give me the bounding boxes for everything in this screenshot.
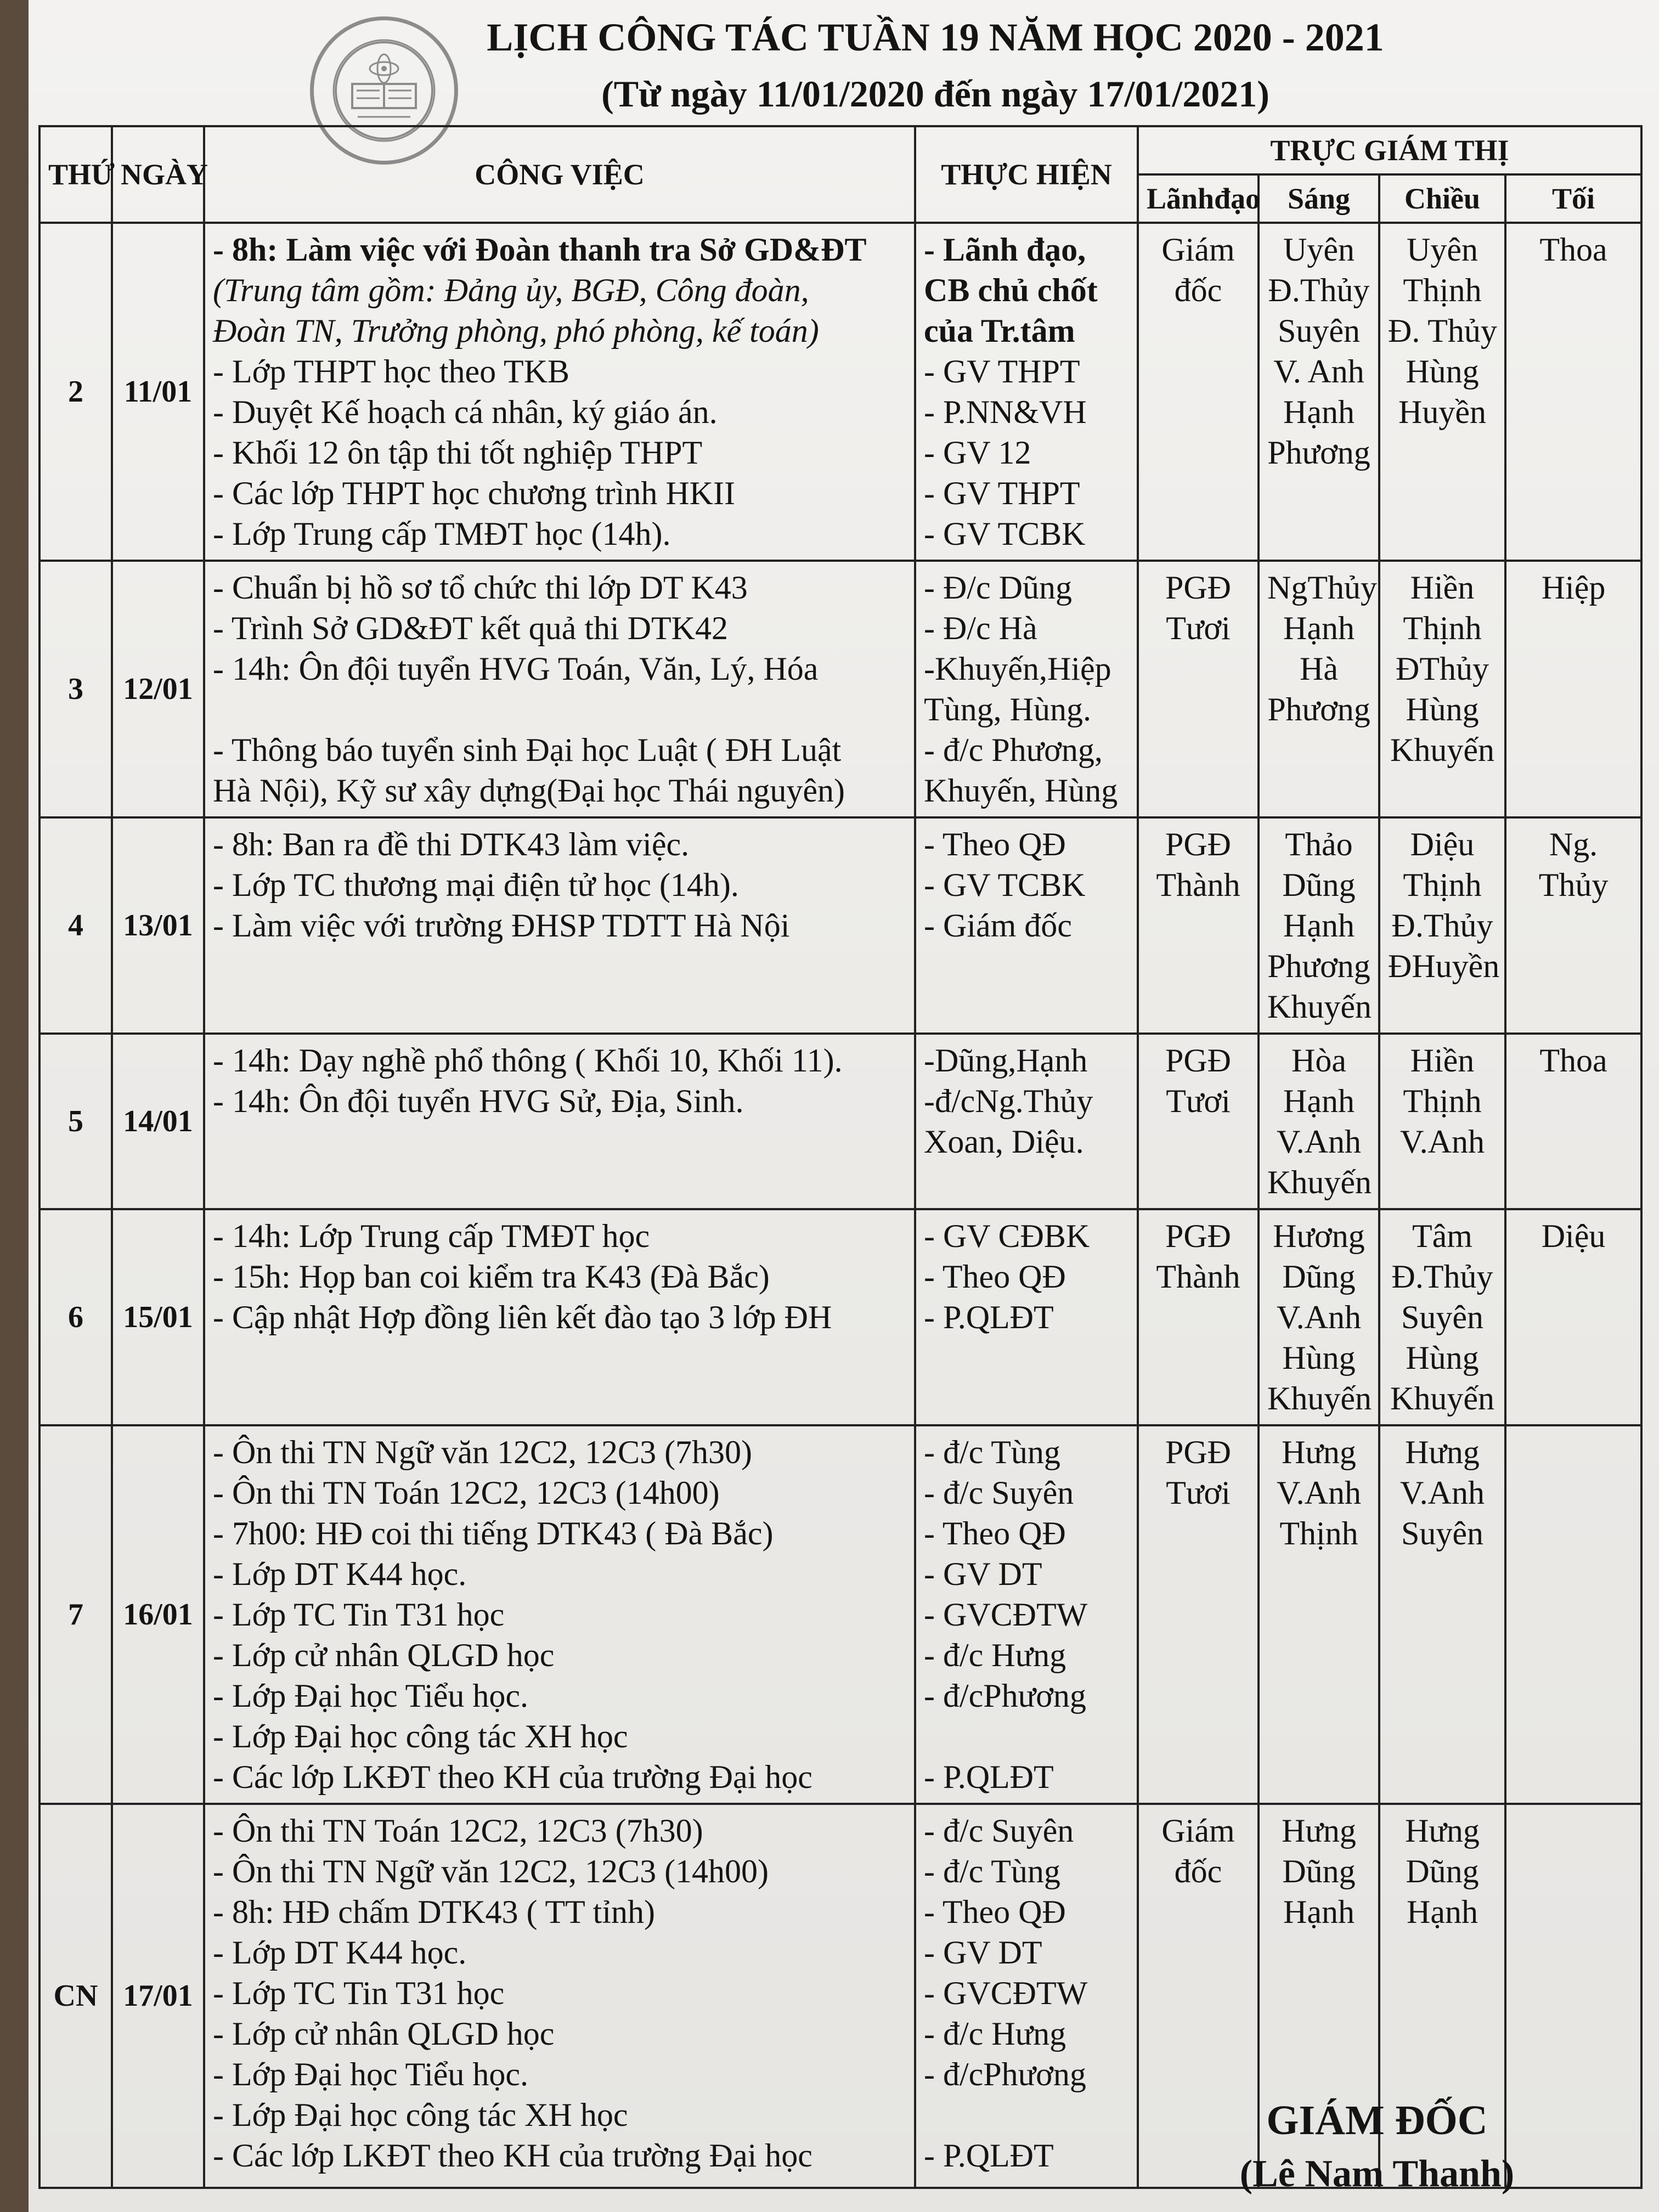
duty-name: Ng.	[1549, 826, 1598, 862]
task-line: - Ôn thi TN Ngữ văn 12C2, 12C3 (7h30)	[213, 1434, 753, 1470]
duty-name: Thịnh	[1403, 272, 1482, 308]
duty-name: Khuyến	[1390, 1380, 1494, 1417]
header-thu: THỨ	[40, 126, 112, 223]
header-row-1	[40, 126, 1641, 174]
table-row	[40, 1425, 1641, 1804]
duty-name: Đ.Thủy	[1391, 907, 1493, 944]
leader-duty-cell	[1138, 1209, 1259, 1425]
task-line: - Chuẩn bị hồ sơ tổ chức thi lớp DT K43	[213, 569, 748, 606]
day-of-week-cell: 3	[40, 561, 112, 817]
duty-name: Tươi	[1166, 610, 1231, 646]
header-chieu: Chiều	[1379, 174, 1505, 223]
duty-name: Dũng	[1406, 1853, 1479, 1889]
task-line: - Lớp Đại học công tác XH học	[213, 2097, 628, 2133]
tasks-cell	[204, 817, 915, 1034]
duty-name: Thịnh	[1279, 1515, 1358, 1551]
executor-line: Khuyến, Hùng	[924, 772, 1118, 809]
executors-cell	[915, 561, 1138, 817]
morning-duty-cell	[1259, 561, 1379, 817]
tasks-cell	[204, 561, 915, 817]
duty-name: Thành	[1156, 867, 1240, 903]
duty-name: Hưng	[1282, 1434, 1356, 1470]
task-line: - Ôn thi TN Toán 12C2, 12C3 (7h30)	[213, 1813, 703, 1849]
table-row	[40, 223, 1641, 561]
executor-line: -Dũng,Hạnh	[924, 1042, 1088, 1079]
task-line: - Ôn thi TN Toán 12C2, 12C3 (14h00)	[213, 1475, 720, 1511]
page-subtitle: (Từ ngày 11/01/2020 đến ngày 17/01/2021)	[601, 73, 1269, 115]
duty-name: Thành	[1156, 1259, 1240, 1295]
afternoon-duty-cell	[1379, 561, 1505, 817]
duty-name: V.Anh	[1277, 1299, 1361, 1335]
executor-line: - đ/c Suyên	[924, 1475, 1074, 1511]
duty-name: Hạnh	[1283, 907, 1355, 944]
leader-duty-cell	[1138, 1034, 1259, 1209]
evening-duty-cell	[1505, 817, 1641, 1034]
duty-name: ĐHuyền	[1388, 948, 1500, 984]
executor-line: - P.QLĐT	[924, 2137, 1054, 2174]
executors-cell	[915, 1804, 1138, 2188]
header-cong-viec: CÔNG VIỆC	[204, 126, 915, 223]
task-line: - Lớp DT K44 học.	[213, 1934, 467, 1971]
task-line: - Các lớp LKĐT theo KH của trường Đại học	[213, 1759, 812, 1795]
task-line: - Thông báo tuyển sinh Đại học Luật ( ĐH Luật	[213, 732, 842, 768]
duty-name: ĐThủy	[1396, 651, 1489, 687]
afternoon-duty-cell	[1379, 1034, 1505, 1209]
morning-duty-cell	[1259, 1425, 1379, 1804]
task-line: - Lớp Đại học Tiểu học.	[213, 2056, 529, 2092]
task-line: - Lớp TC thương mại điện tử học (14h).	[213, 867, 739, 903]
duty-name: Khuyến	[1390, 732, 1494, 768]
duty-name: Thoa	[1539, 232, 1607, 268]
afternoon-duty-cell	[1379, 223, 1505, 561]
task-line: - Các lớp THPT học chương trình HKII	[213, 475, 735, 511]
schedule-body	[40, 223, 1641, 2188]
date-cell: 15/01	[112, 1209, 204, 1425]
leader-duty-cell	[1138, 223, 1259, 561]
executor-line	[924, 2095, 1129, 2135]
duty-name: Dũng	[1282, 1259, 1356, 1295]
duty-name: PGĐ	[1165, 1042, 1232, 1079]
executors-cell	[915, 1034, 1138, 1209]
duty-name: Giám	[1161, 232, 1235, 268]
duty-name: Đ.Thủy	[1268, 272, 1370, 308]
executor-line: - P.QLĐT	[924, 1299, 1054, 1335]
task-line: - Lớp THPT học theo TKB	[213, 353, 570, 390]
duty-name: Hòa	[1291, 1042, 1346, 1079]
executors-cell	[915, 1209, 1138, 1425]
afternoon-duty-cell	[1379, 1209, 1505, 1425]
executor-line: - GV CĐBK	[924, 1218, 1090, 1254]
header-truc-giam-thi: TRỰC GIÁM THỊ	[1138, 126, 1641, 174]
executor-line: - Giám đốc	[924, 907, 1072, 944]
table-row	[40, 561, 1641, 817]
duty-name: V. Anh	[1273, 353, 1364, 390]
executors-cell	[915, 817, 1138, 1034]
task-line: - Lớp cử nhân QLGD học	[213, 2016, 555, 2052]
duty-name: PGĐ	[1165, 1434, 1232, 1470]
executor-line: - Đ/c Hà	[924, 610, 1037, 646]
executor-line: - GV DT	[924, 1934, 1042, 1971]
evening-duty-cell	[1505, 561, 1641, 817]
duty-name: Thoa	[1539, 1042, 1607, 1079]
task-line: - 14h: Lớp Trung cấp TMĐT học	[213, 1218, 650, 1254]
task-line: - 7h00: HĐ coi thi tiếng DTK43 ( Đà Bắc)	[213, 1515, 774, 1551]
duty-name: Khuyến	[1267, 989, 1372, 1025]
executor-line: Tùng, Hùng.	[924, 691, 1091, 727]
date-cell: 14/01	[112, 1034, 204, 1209]
task-line: - 8h: HĐ chấm DTK43 ( TT tỉnh)	[213, 1894, 655, 1930]
executor-line: - đ/c Phương,	[924, 732, 1103, 768]
duty-name: Tươi	[1166, 1083, 1231, 1119]
task-line: - 14h: Ôn đội tuyển HVG Toán, Văn, Lý, Hóa	[213, 651, 819, 687]
executor-line: - GVCĐTW	[924, 1596, 1088, 1633]
task-line: - Làm việc với trường ĐHSP TDTT Hà Nội	[213, 907, 790, 944]
task-line: - Lớp Đại học công tác XH học	[213, 1718, 628, 1754]
executor-line: - GV THPT	[924, 353, 1080, 390]
duty-name: Hùng	[1406, 1340, 1479, 1376]
duty-name: Giám	[1161, 1813, 1235, 1849]
duty-name: Suyên	[1401, 1515, 1483, 1551]
day-of-week-cell: 7	[40, 1425, 112, 1804]
signer-name: (Lê Nam Thanh)	[1239, 2153, 1515, 2195]
duty-name: Hà	[1300, 651, 1338, 687]
executor-line: - đ/c Tùng	[924, 1853, 1060, 1889]
duty-name: Hương	[1273, 1218, 1365, 1254]
duty-name: Diệu	[1410, 826, 1475, 862]
header-lanh-dao: Lãnhđạo	[1138, 174, 1259, 223]
day-of-week-cell: CN	[40, 1804, 112, 2188]
duty-name: Đ.Thủy	[1391, 1259, 1493, 1295]
duty-name: Hưng	[1405, 1813, 1480, 1849]
task-line: (Trung tâm gồm: Đảng ủy, BGĐ, Công đoàn,	[213, 272, 809, 308]
task-line: - Lớp Trung cấp TMĐT học (14h).	[213, 516, 671, 552]
duty-name: V.Anh	[1400, 1124, 1485, 1160]
tasks-cell	[204, 1804, 915, 2188]
executor-line: - GV 12	[924, 435, 1031, 471]
task-line: - Duyệt Kế hoạch cá nhân, ký giáo án.	[213, 394, 718, 430]
page-title: LỊCH CÔNG TÁC TUẦN 19 NĂM HỌC 2020 - 2021	[487, 15, 1384, 59]
executor-line: - P.QLĐT	[924, 1759, 1054, 1795]
duty-name: Hiền	[1410, 1042, 1475, 1079]
table-row	[40, 1034, 1641, 1209]
task-line: - 15h: Họp ban coi kiểm tra K43 (Đà Bắc)	[213, 1259, 770, 1295]
task-line: - 14h: Dạy nghề phổ thông ( Khối 10, Khối 11).	[213, 1042, 843, 1079]
date-cell: 13/01	[112, 817, 204, 1034]
afternoon-duty-cell	[1379, 817, 1505, 1034]
task-line: - Cập nhật Hợp đồng liên kết đào tạo 3 lớp ĐH	[213, 1299, 832, 1335]
duty-name: Phương	[1267, 435, 1370, 471]
duty-name: Khuyến	[1267, 1164, 1372, 1200]
duty-name: Hạnh	[1283, 394, 1355, 430]
executor-line	[924, 1716, 1129, 1757]
evening-duty-cell	[1505, 1425, 1641, 1804]
header-sang: Sáng	[1259, 174, 1379, 223]
task-line: - Trình Sở GD&ĐT kết quả thi DTK42	[213, 610, 728, 646]
tasks-cell	[204, 1425, 915, 1804]
duty-name: Thảo	[1285, 826, 1353, 862]
duty-name: V.Anh	[1277, 1124, 1361, 1160]
task-line: - 8h: Làm việc với Đoàn thanh tra Sở GD&ĐT	[213, 232, 867, 268]
duty-name: đốc	[1174, 272, 1222, 308]
header-ngay: NGÀY	[112, 126, 204, 223]
executors-cell	[915, 223, 1138, 561]
executor-line: - Theo QĐ	[924, 826, 1066, 862]
task-line: - Lớp cử nhân QLGD học	[213, 1637, 555, 1673]
task-line: - Lớp TC Tin T31 học	[213, 1975, 505, 2011]
duty-name: Hạnh	[1283, 1894, 1355, 1930]
tasks-cell	[204, 1034, 915, 1209]
duty-name: Hưng	[1282, 1813, 1356, 1849]
duty-name: V.Anh	[1400, 1475, 1485, 1511]
duty-name: Uyên	[1283, 232, 1355, 268]
task-line: - 8h: Ban ra đề thi DTK43 làm việc.	[213, 826, 690, 862]
morning-duty-cell	[1259, 817, 1379, 1034]
leader-duty-cell	[1138, 561, 1259, 817]
task-line: - Khối 12 ôn tập thi tốt nghiệp THPT	[213, 435, 703, 471]
signer-title: GIÁM ĐỐC	[1266, 2097, 1488, 2143]
duty-name: Suyên	[1278, 313, 1360, 349]
duty-name: Khuyến	[1267, 1380, 1372, 1417]
executor-line: - đ/cPhương	[924, 1678, 1086, 1714]
duty-name: Hưng	[1405, 1434, 1480, 1470]
duty-name: PGĐ	[1165, 569, 1232, 606]
executor-line: - đ/cPhương	[924, 2056, 1086, 2092]
task-line: - Ôn thi TN Ngữ văn 12C2, 12C3 (14h00)	[213, 1853, 769, 1889]
duty-name: Phương	[1267, 691, 1370, 727]
duty-name: Hiệp	[1541, 569, 1606, 606]
executor-line: - đ/c Hưng	[924, 1637, 1066, 1673]
duty-name: Thịnh	[1403, 867, 1482, 903]
executor-line: -đ/cNg.Thủy	[924, 1083, 1093, 1119]
executor-line: - P.NN&VH	[924, 394, 1087, 430]
task-line: - Lớp DT K44 học.	[213, 1556, 467, 1592]
task-line: Hà Nội), Kỹ sư xây dựng(Đại học Thái nguyên)	[213, 772, 845, 809]
duty-name: Suyên	[1401, 1299, 1483, 1335]
duty-name: Hùng	[1406, 353, 1479, 390]
duty-name: V.Anh	[1277, 1475, 1361, 1511]
morning-duty-cell	[1259, 1209, 1379, 1425]
evening-duty-cell	[1505, 223, 1641, 561]
duty-name: Thịnh	[1403, 610, 1482, 646]
day-of-week-cell: 5	[40, 1034, 112, 1209]
duty-name: PGĐ	[1165, 1218, 1232, 1254]
executor-line: - GV TCBK	[924, 867, 1086, 903]
executors-cell	[915, 1425, 1138, 1804]
duty-name: Đ. Thủy	[1388, 313, 1497, 349]
duty-name: Hiền	[1410, 569, 1475, 606]
executor-line: - GVCĐTW	[924, 1975, 1088, 2011]
duty-name: Thủy	[1538, 867, 1609, 903]
duty-name: Hùng	[1282, 1340, 1356, 1376]
duty-name: Phương	[1267, 948, 1370, 984]
schedule-table	[38, 125, 1643, 2189]
executor-line: - Đ/c Dũng	[924, 569, 1072, 606]
date-cell: 11/01	[112, 223, 204, 561]
evening-duty-cell	[1505, 1209, 1641, 1425]
duty-name: Hạnh	[1283, 1083, 1355, 1119]
morning-duty-cell	[1259, 223, 1379, 561]
header-toi: Tối	[1505, 174, 1641, 223]
morning-duty-cell	[1259, 1034, 1379, 1209]
duty-name: đốc	[1174, 1853, 1222, 1889]
executor-line: -Khuyến,Hiệp	[924, 651, 1111, 687]
date-cell: 17/01	[112, 1804, 204, 2188]
duty-name: PGĐ	[1165, 826, 1232, 862]
task-line: Đoàn TN, Trưởng phòng, phó phòng, kế toán)	[213, 313, 819, 349]
leader-duty-cell	[1138, 817, 1259, 1034]
leader-duty-cell	[1138, 1425, 1259, 1804]
duty-name: Tươi	[1166, 1475, 1231, 1511]
task-line: - Các lớp LKĐT theo KH của trường Đại học	[213, 2137, 812, 2174]
duty-name: Diệu	[1541, 1218, 1606, 1254]
executor-line: Xoan, Diệu.	[924, 1124, 1084, 1160]
executor-line: - đ/c Tùng	[924, 1434, 1060, 1470]
executor-line: - Theo QĐ	[924, 1259, 1066, 1295]
executor-line: - GV TCBK	[924, 516, 1086, 552]
duty-name: Huyền	[1398, 394, 1486, 430]
header-thuc-hien: THỰC HIỆN	[915, 126, 1138, 223]
executor-line: - Lãnh đạo,	[924, 232, 1086, 268]
executor-line: - GV DT	[924, 1556, 1042, 1592]
executor-line: - Theo QĐ	[924, 1894, 1066, 1930]
date-cell: 16/01	[112, 1425, 204, 1804]
executor-line: - Theo QĐ	[924, 1515, 1066, 1551]
day-of-week-cell: 6	[40, 1209, 112, 1425]
executor-line: của Tr.tâm	[924, 313, 1075, 349]
duty-name: Dũng	[1282, 1853, 1356, 1889]
task-line: - Lớp Đại học Tiểu học.	[213, 1678, 529, 1714]
task-line: - 14h: Ôn đội tuyển HVG Sử, Địa, Sinh.	[213, 1083, 744, 1119]
duty-name: NgThủy	[1267, 569, 1377, 606]
task-line: - Lớp TC Tin T31 học	[213, 1596, 505, 1633]
afternoon-duty-cell	[1379, 1425, 1505, 1804]
executor-line: - đ/c Hưng	[924, 2016, 1066, 2052]
duty-name: Tâm	[1412, 1218, 1472, 1254]
task-line	[213, 689, 906, 730]
executor-line: - GV THPT	[924, 475, 1080, 511]
day-of-week-cell: 4	[40, 817, 112, 1034]
executor-line: - đ/c Suyên	[924, 1813, 1074, 1849]
date-cell: 12/01	[112, 561, 204, 817]
executor-line: CB chủ chốt	[924, 272, 1098, 308]
table-row	[40, 817, 1641, 1034]
tasks-cell	[204, 223, 915, 561]
tasks-cell	[204, 1209, 915, 1425]
duty-name: Hạnh	[1283, 610, 1355, 646]
table-row	[40, 1209, 1641, 1425]
duty-name: Hùng	[1406, 691, 1479, 727]
day-of-week-cell: 2	[40, 223, 112, 561]
duty-name: Dũng	[1282, 867, 1356, 903]
evening-duty-cell	[1505, 1034, 1641, 1209]
duty-name: Thịnh	[1403, 1083, 1482, 1119]
duty-name: Uyên	[1407, 232, 1478, 268]
duty-name: Hạnh	[1407, 1894, 1478, 1930]
